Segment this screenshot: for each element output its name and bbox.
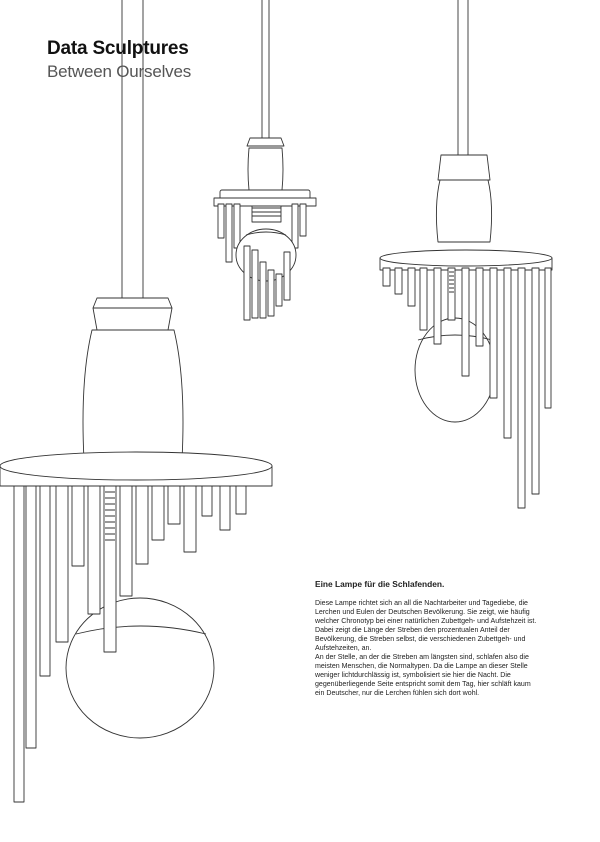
description-paragraphs xyxy=(315,599,540,699)
description-paragraph: An der Stelle, an der die Streben am längsten sind, schlafen also die meisten Menschen, die Normaltypen. Da die Lampe an dieser Stelle weniger lichtdurchlässig ist, symbolisiert sie hier die Nacht. Die gegenüberliegende Seite entspricht somit dem Tag, hier schläft kaum ein Deutscher, nur die Lerchen fühlen sich dort wohl. xyxy=(315,654,531,698)
description-paragraph: Diese Lampe richtet sich an all die Nachtarbeiter und Tagediebe, die Lerchen und Eulen der Deutschen Bevölkerung. Sie zeigt, wie häufig welcher Chronotyp bei einer natürlichen Zubettgeh- und Aufstehzeit ist. xyxy=(315,600,537,626)
description-paragraph: Dabei zeigt die Länge der Streben den prozentualen Anteil der Bevölkerung, die Streben selbst, die verschiedenen Zubettgeh- und Aufstehzeiten, an. xyxy=(315,627,526,653)
right-lamp-icon xyxy=(380,0,552,508)
large-lamp-icon xyxy=(0,0,272,802)
description-heading: Eine Lampe für die Schlafenden. xyxy=(315,579,445,589)
page-subtitle: Between Ourselves xyxy=(47,62,192,81)
page-title: Data Sculptures xyxy=(47,38,189,59)
small-lamp-icon xyxy=(214,0,316,320)
description-block xyxy=(315,579,540,699)
